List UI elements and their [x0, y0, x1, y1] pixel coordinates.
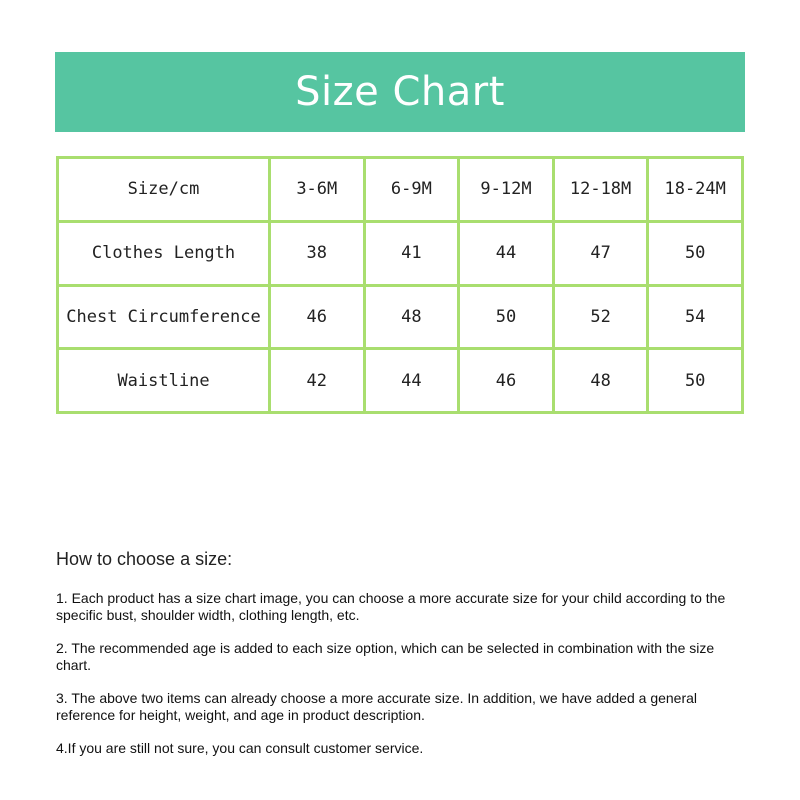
- row-label-cell: Chest Circumference: [58, 285, 270, 349]
- table-cell: 52: [553, 285, 648, 349]
- table-cell: 48: [364, 285, 459, 349]
- header-size-cell: 6-9M: [364, 158, 459, 222]
- table-cell: 42: [270, 349, 365, 413]
- table-cell: 54: [648, 285, 743, 349]
- table-cell: 38: [270, 221, 365, 285]
- guide-item: 1. Each product has a size chart image, you can choose a more accurate size for your child according to the specific bust, shoulder width, clothing length, etc.: [56, 590, 726, 623]
- size-table-header-row: [58, 158, 743, 222]
- table-cell: 44: [364, 349, 459, 413]
- header-size-cell: 3-6M: [270, 158, 365, 222]
- table-cell: 44: [459, 221, 554, 285]
- header-size-cell: 12-18M: [553, 158, 648, 222]
- guide-item: 2. The recommended age is added to each size option, which can be selected in combination with the size chart.: [56, 640, 715, 673]
- table-cell: 50: [459, 285, 554, 349]
- size-chart-banner: [55, 52, 745, 132]
- guide-item: 3. The above two items can already choose a more accurate size. In addition, we have added a general reference for height, weight, and age in product description.: [56, 690, 698, 723]
- table-row: [58, 349, 743, 413]
- header-size-cell: 9-12M: [459, 158, 554, 222]
- table-row: [58, 221, 743, 285]
- table-cell: 46: [459, 349, 554, 413]
- row-label-cell: Waistline: [58, 349, 270, 413]
- table-cell: 50: [648, 349, 743, 413]
- table-cell: 50: [648, 221, 743, 285]
- table-cell: 48: [553, 349, 648, 413]
- table-cell: 47: [553, 221, 648, 285]
- row-label-cell: Clothes Length: [58, 221, 270, 285]
- table-cell: 41: [364, 221, 459, 285]
- header-label-cell: Size/cm: [58, 158, 270, 222]
- guide-item: 4.If you are still not sure, you can consult customer service.: [56, 740, 424, 756]
- banner-title: Size Chart: [295, 69, 505, 115]
- table-row: [58, 285, 743, 349]
- guide-heading: How to choose a size:: [56, 549, 233, 569]
- header-size-cell: 18-24M: [648, 158, 743, 222]
- size-guide: [56, 546, 746, 773]
- table-cell: 46: [270, 285, 365, 349]
- size-table: [56, 156, 744, 414]
